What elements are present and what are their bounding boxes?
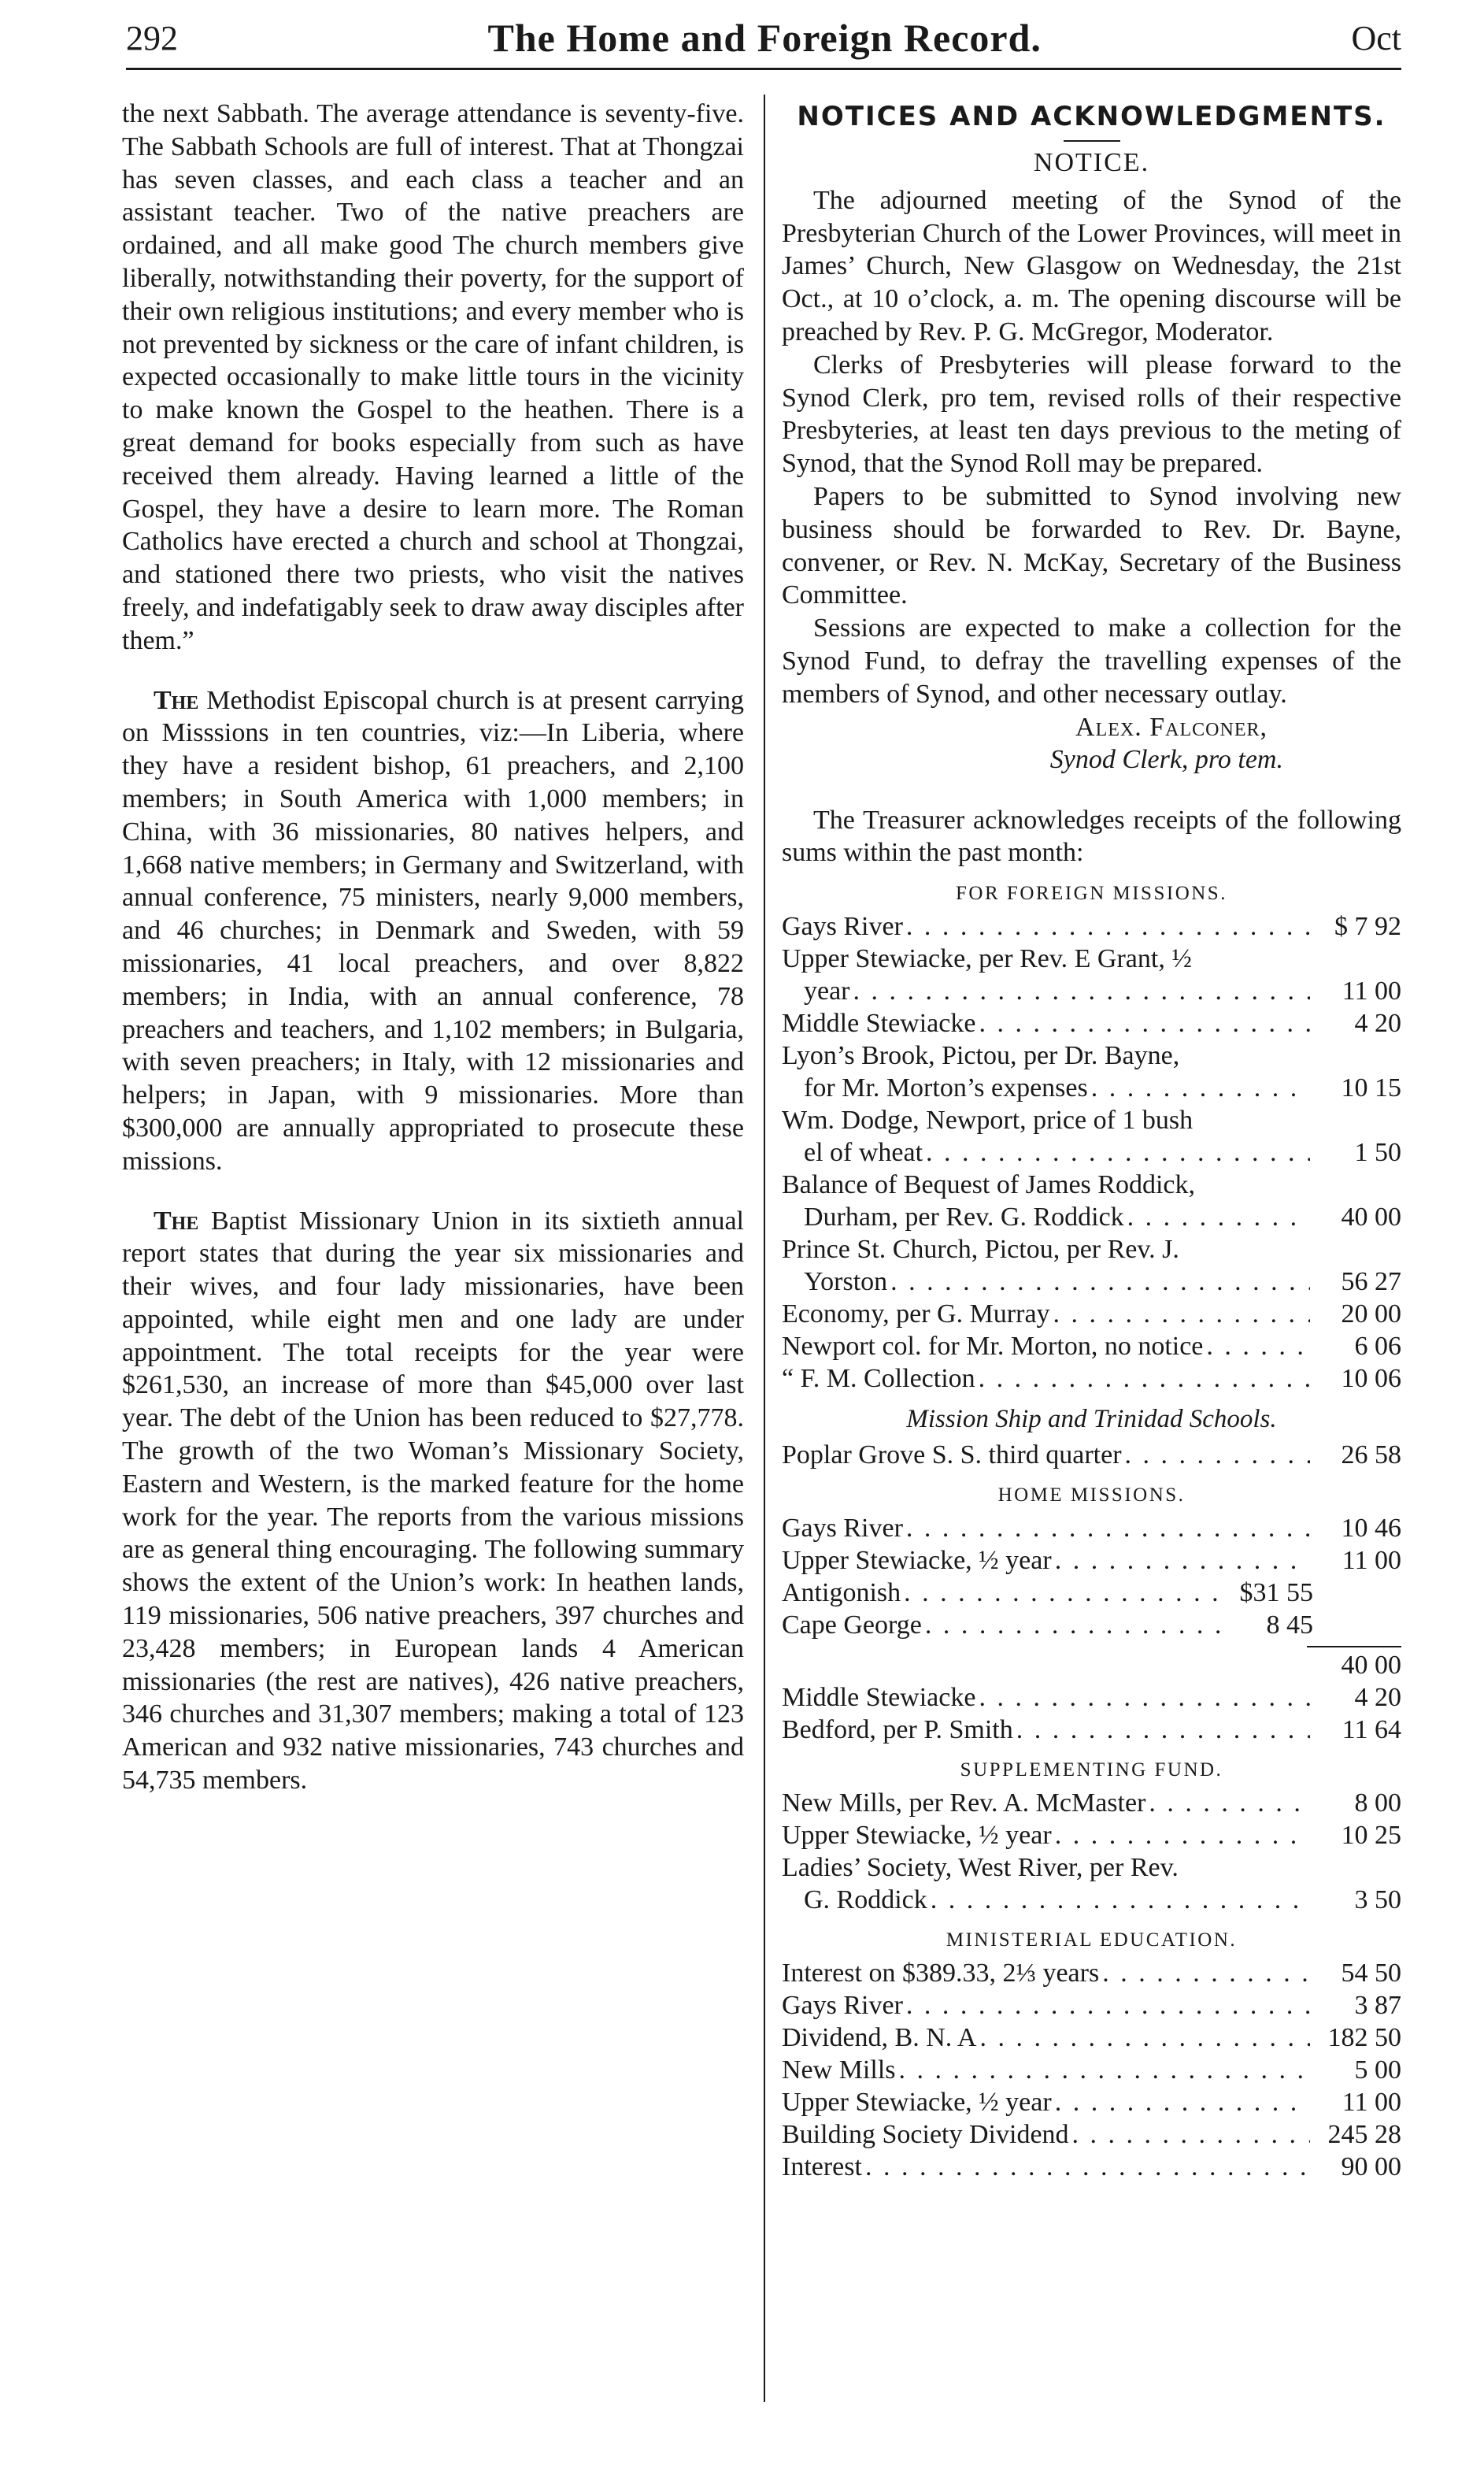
dot-leader xyxy=(890,1266,1310,1298)
mission-ship-list xyxy=(782,1439,1401,1471)
dot-leader xyxy=(1127,1201,1310,1233)
receipt-label: Dividend, B. N. A xyxy=(782,2023,977,2053)
dot-leader xyxy=(1091,1072,1310,1104)
dot-leader xyxy=(906,1989,1310,2022)
receipt-label-cont: G. Roddick xyxy=(804,1885,927,1915)
receipt-subamount: 8 45 xyxy=(1266,1610,1313,1640)
receipt-amount: 245 28 xyxy=(1327,2120,1401,2150)
receipt-subrow xyxy=(782,1609,1401,1641)
receipt-subamount: $31 55 xyxy=(1239,1578,1313,1608)
receipt-row xyxy=(782,1298,1401,1330)
receipt-amount: 3 50 xyxy=(1354,1885,1401,1915)
receipt-amount: 11 00 xyxy=(1342,1546,1401,1576)
left-column xyxy=(122,98,744,1797)
section-title-foreign: FOR FOREIGN MISSIONS. xyxy=(956,883,1227,905)
receipt-row xyxy=(782,1512,1401,1544)
home-missions-list-continued xyxy=(782,1681,1401,1746)
receipt-row xyxy=(782,1819,1401,1851)
dot-leader xyxy=(1055,2086,1310,2118)
receipt-row xyxy=(782,1714,1401,1746)
dot-leader xyxy=(906,910,1310,943)
receipt-label: Cape George xyxy=(782,1610,922,1640)
section-title-ministerial: MINISTERIAL EDUCATION. xyxy=(946,1929,1238,1951)
receipt-label: Interest on $389.33, 2⅓ years xyxy=(782,1959,1100,1988)
receipt-label: Balance of Bequest of James Roddick, xyxy=(782,1170,1195,1200)
dot-leader xyxy=(904,1577,1223,1609)
receipt-subrow xyxy=(782,1577,1401,1609)
foreign-missions-list xyxy=(782,910,1401,1395)
subtotal-row xyxy=(782,1649,1401,1681)
receipt-label: Middle Stewiacke xyxy=(782,1683,976,1713)
receipt-amount: 10 46 xyxy=(1341,1514,1401,1544)
receipt-amount: 182 50 xyxy=(1327,2023,1401,2053)
receipt-label: Gays River xyxy=(782,1514,903,1544)
page-number: 292 xyxy=(126,18,178,57)
receipt-label: Prince St. Church, Pictou, per Rev. J. xyxy=(782,1235,1179,1265)
receipt-amount: 56 27 xyxy=(1341,1267,1401,1297)
notice-paragraph: Clerks of Presbyteries will please forward to the Synod Clerk, pro tem, revised rolls of their respective Presbyteries, at least ten days previous to the meting of Synod, that the Synod Roll may be prepared. xyxy=(782,350,1401,479)
receipt-label-cont: year xyxy=(804,977,850,1006)
right-column xyxy=(782,98,1401,2183)
receipt-amount: 40 00 xyxy=(1341,1203,1401,1232)
subtotal-rule xyxy=(1307,1646,1401,1647)
receipt-amount: 10 25 xyxy=(1341,1821,1401,1851)
receipt-label: Building Society Dividend xyxy=(782,2120,1069,2150)
notice-paragraph: The adjourned meeting of the Synod of the Presbyterian Church of the Lower Provinces, will meet in James’ Church, New Glasgow on Wednesday, the 21st Oct., at 10 o’clock, a. m. The opening discourse will be preached by Rev. P. G. McGregor, Moderator. xyxy=(782,185,1401,347)
receipt-row xyxy=(782,1544,1401,1577)
receipt-row xyxy=(782,2054,1401,2086)
dot-leader xyxy=(1053,1298,1310,1330)
receipt-label: Lyon’s Brook, Pictou, per Dr. Bayne, xyxy=(782,1041,1180,1071)
dot-leader xyxy=(931,1884,1310,1916)
receipt-row xyxy=(782,2086,1401,2118)
signature-role: Synod Clerk, pro tem. xyxy=(1049,744,1283,774)
receipt-row xyxy=(782,2151,1401,2183)
receipt-row xyxy=(782,1884,1401,1916)
baptist-union-paragraph xyxy=(122,1205,744,1797)
receipt-amount: 20 00 xyxy=(1341,1299,1401,1329)
receipt-amount: 4 20 xyxy=(1354,1009,1401,1039)
column-divider xyxy=(764,95,765,2402)
section-title-supplementing: SUPPLEMENTING FUND. xyxy=(960,1759,1223,1781)
lead-word: The xyxy=(154,1206,199,1236)
ministerial-education-list xyxy=(782,1957,1401,2183)
journal-title: The Home and Foreign Record. xyxy=(487,16,1042,60)
receipt-row xyxy=(782,1201,1401,1233)
receipt-row xyxy=(782,1362,1401,1395)
home-missions-sublist xyxy=(782,1577,1401,1641)
treasurer-intro: The Treasurer acknowledges receipts of the following sums within the past month: xyxy=(782,805,1401,868)
receipt-amount: 11 00 xyxy=(1342,977,1401,1006)
dot-leader xyxy=(1125,1439,1310,1471)
receipt-label: Gays River xyxy=(782,912,903,942)
receipt-label: Upper Stewiacke, ½ year xyxy=(782,1821,1052,1851)
receipt-row xyxy=(782,1787,1401,1819)
receipt-amount: 4 20 xyxy=(1354,1683,1401,1713)
receipt-amount: 11 64 xyxy=(1342,1715,1401,1745)
receipt-amount: 10 15 xyxy=(1341,1073,1401,1103)
dot-leader xyxy=(979,2022,1310,2054)
dot-leader xyxy=(1055,1544,1310,1577)
dot-leader xyxy=(979,1007,1310,1040)
supplementing-fund-list xyxy=(782,1787,1401,1916)
signature-name: Alex. Falconer, xyxy=(1075,712,1268,742)
receipt-label: Upper Stewiacke, ½ year xyxy=(782,1546,1052,1576)
receipt-amount: 6 06 xyxy=(1354,1332,1401,1362)
notice-paragraph: Papers to be submitted to Synod involving new business should be forwarded to Rev. Dr. Bayne, convener, or Rev. N. McKay, Secretary of the Business Committee. xyxy=(782,481,1401,610)
dot-leader xyxy=(865,2151,1310,2183)
dot-leader xyxy=(906,1512,1310,1544)
receipt-row xyxy=(782,1681,1401,1714)
receipt-label: Upper Stewiacke, per Rev. E Grant, ½ xyxy=(782,944,1192,974)
notice-title: NOTICE. xyxy=(1033,148,1150,177)
notices-heading: NOTICES AND ACKNOWLEDGMENTS. xyxy=(797,101,1386,132)
receipt-amount: 11 00 xyxy=(1342,2088,1401,2118)
receipt-label: Poplar Grove S. S. third quarter xyxy=(782,1440,1122,1470)
receipt-row xyxy=(782,1439,1401,1471)
receipt-label: New Mills, per Rev. A. McMaster xyxy=(782,1788,1146,1818)
receipt-label: New Mills xyxy=(782,2055,896,2085)
receipt-label: Upper Stewiacke, ½ year xyxy=(782,2088,1052,2118)
receipt-amount: 5 00 xyxy=(1354,2055,1401,2085)
methodist-missions-text: Methodist Episcopal church is at present carrying on Misssions in ten countries, viz:—In Liberia, where they have a resident bishop, 61 preachers, and 2,100 members; in South America with 1,000 members; in China, with 36 missionaries, 80 natives helpers, and 1,668 native members; in Germany and Switzerland, with annual conference, 75 ministers, nearly 9,000 members, and 46 churches; in Denmark and Sweden, with 59 missionaries, 41 local preachers, and over 8,822 members; in India, with an annual conference, 78 preachers and teachers, and 1,102 members; in Bulgaria, with seven preachers; in Italy, with 12 missionaries and helpers; in Japan, with 9 missionaries. More than $300,000 are annually appropriated to prosecute these missions. xyxy=(122,685,745,1176)
home-missions-list xyxy=(782,1512,1401,1577)
receipt-label-cont: Yorston xyxy=(804,1267,888,1297)
dot-leader xyxy=(1102,1957,1310,1989)
baptist-union-text: Baptist Missionary Union in its sixtieth annual report states that during the year six missionaries and their wives, and four lady missionaries, have been appointed, while eight men and one lady are under appointment. The total receipts for the year were $261,530, an increase of more than $45,000 over last year. The debt of the Union has been reduced to $27,778. The growth of the two Woman’s Missionary Society, Eastern and Western, is the marked feature for the home work for the year. The reports from the various missions are as general thing encouraging. The following summary shows the extent of the Union’s work: In heathen lands, 119 missionaries, 506 native preachers, 397 churches and 23,428 members; in European lands 4 American missionaries (the rest are natives), 426 native preachers, 346 churches and 31,307 members; making a total of 123 American and 932 native missionaries, 743 churches and 54,735 members. xyxy=(122,1206,744,1796)
receipt-row xyxy=(782,910,1401,943)
receipt-label-cont: Durham, per Rev. G. Roddick xyxy=(804,1203,1124,1232)
section-title-mission-ship: Mission Ship and Trinidad Schools. xyxy=(906,1405,1277,1434)
dot-leader xyxy=(979,1362,1310,1395)
receipt-amount: 10 06 xyxy=(1341,1364,1401,1394)
receipt-amount: 26 58 xyxy=(1341,1440,1401,1470)
receipt-row xyxy=(782,1072,1401,1104)
running-head xyxy=(126,8,1401,70)
receipt-amount: 1 50 xyxy=(1354,1138,1401,1168)
receipt-label: Newport col. for Mr. Morton, no notice xyxy=(782,1332,1204,1362)
receipt-label: Economy, per G. Murray xyxy=(782,1299,1050,1329)
receipt-row xyxy=(782,1989,1401,2022)
dot-leader xyxy=(1016,1714,1310,1746)
receipt-label-cont: for Mr. Morton’s expenses xyxy=(804,1073,1088,1103)
subtotal-amount: 40 00 xyxy=(1341,1651,1401,1681)
receipt-row xyxy=(782,1957,1401,1989)
receipt-label-cont: el of wheat xyxy=(804,1138,923,1168)
receipt-row xyxy=(782,975,1401,1007)
dot-leader xyxy=(1149,1787,1310,1819)
dot-leader xyxy=(925,1609,1223,1641)
dot-leader xyxy=(979,1681,1310,1714)
notice-paragraph: Sessions are expected to make a collection for the Synod Fund, to defray the travelling expenses of the members of Synod, and other necessary outlay. xyxy=(782,613,1401,709)
signature-block xyxy=(782,711,1401,776)
receipt-label: Interest xyxy=(782,2152,862,2182)
letter-continuation-paragraph: the next Sabbath. The average attendance is seventy-five. The Sabbath Schools are full of interest. That at Thongzai has seven classes, and each class a teacher and an assistant teacher. Two of the native preachers are ordained, and all make good The church members give liberally, notwithstanding their poverty, for the support of their own religious institutions; and every member who is not prevented by sickness or the care of infant children, is expected occasionally to make little tours in the vicinity to make known the Gospel to the heathen. There is a great demand for books especially from such as have received them already. Having learned a little of the Gospel, they have a desire to learn more. The Roman Catholics have erected a church and school at Thongzai, and stationed there two priests, who visit the natives freely, and indefatigably seek to draw away disciples after them.” xyxy=(122,99,744,655)
lead-word: The xyxy=(154,685,199,715)
dot-leader xyxy=(853,975,1310,1007)
receipt-amount: 8 00 xyxy=(1354,1788,1401,1818)
receipt-amount: 3 87 xyxy=(1354,1991,1401,2021)
receipt-label: Gays River xyxy=(782,1991,903,2021)
receipt-label: Ladies’ Society, West River, per Rev. xyxy=(782,1853,1179,1883)
receipt-row xyxy=(782,1136,1401,1169)
receipt-label: Middle Stewiacke xyxy=(782,1009,976,1039)
dot-leader xyxy=(899,2054,1311,2086)
dot-leader xyxy=(1055,1819,1310,1851)
dot-leader xyxy=(926,1136,1310,1169)
receipt-label: “ F. M. Collection xyxy=(782,1364,975,1394)
receipt-label: Bedford, per P. Smith xyxy=(782,1715,1013,1745)
receipt-row xyxy=(782,1330,1401,1362)
receipt-label: Antigonish xyxy=(782,1578,901,1608)
receipt-row xyxy=(782,2118,1401,2151)
issue-month: Oct xyxy=(1351,18,1401,57)
receipt-label: Wm. Dodge, Newport, price of 1 bush xyxy=(782,1106,1193,1136)
heading-rule xyxy=(1064,140,1120,142)
receipt-amount: $ 7 92 xyxy=(1334,912,1401,942)
receipt-amount: 54 50 xyxy=(1341,1959,1401,1988)
dot-leader xyxy=(1206,1330,1310,1362)
section-title-home: HOME MISSIONS. xyxy=(997,1484,1186,1506)
receipt-amount: 90 00 xyxy=(1341,2152,1401,2182)
receipt-row xyxy=(782,1007,1401,1040)
dot-leader xyxy=(1072,2118,1310,2151)
methodist-missions-paragraph xyxy=(122,684,744,1178)
receipt-row xyxy=(782,1266,1401,1298)
receipt-row xyxy=(782,2022,1401,2054)
